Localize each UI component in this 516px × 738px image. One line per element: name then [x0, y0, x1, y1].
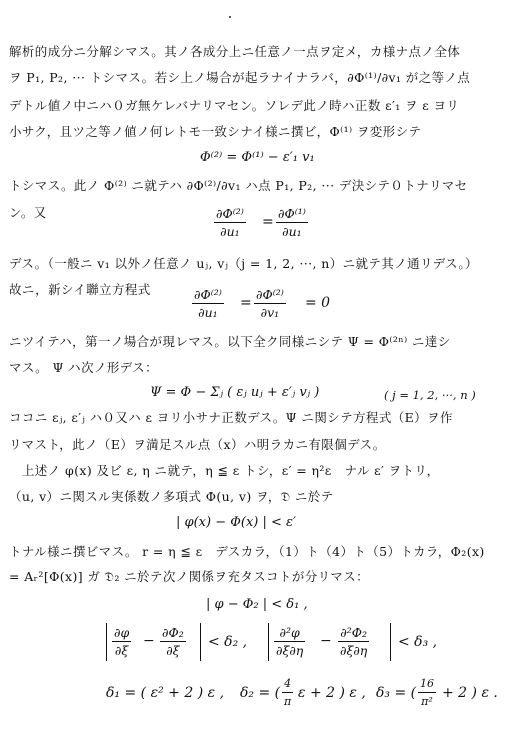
minus-sign: −: [320, 633, 332, 649]
fraction-system-right: [254, 286, 286, 321]
fraction-numerator: ∂Φ⁽¹⁾: [278, 206, 306, 221]
text-line-9: ニツイテハ，第一ノ場合が現レマス。以下全ク同様ニシテ Ψ = Φ⁽²ⁿ⁾ ニ達シ: [9, 334, 451, 349]
minus-sign: −: [143, 633, 155, 649]
text-line-10: マス。 Ψ ハ次ノ形デス：: [9, 360, 158, 375]
fraction-numerator: ∂φ: [114, 625, 130, 640]
equation-psi-definition: Ψ = Φ − Σⱼ ( εⱼ uⱼ + ε′ⱼ vⱼ ): [150, 385, 320, 400]
fraction-dphi-dxi: [112, 624, 131, 659]
abs-bar: [390, 623, 391, 661]
fraction-system-left: [192, 286, 224, 321]
fraction-numerator: 4: [282, 675, 293, 693]
fraction-denominator: ∂ξ: [114, 643, 129, 658]
ink-dot: [229, 16, 231, 18]
text-line-7: デス。（一般ニ v₁ 以外ノ任意ノ uⱼ, vⱼ（j = 1, 2, ···, n）ニ就テ其ノ通リデス。）: [9, 256, 478, 271]
fraction-dphi2-du1: [214, 205, 246, 240]
delta1-definition: δ₁ = ( ε² + 2 ) ε ,: [106, 685, 225, 701]
delta2-definition-end: ε + 2 ) ε ,: [298, 685, 366, 701]
fraction-4-over-pi: [282, 675, 293, 710]
delta3-definition-end: + 2 ) ε .: [442, 685, 498, 701]
text-line-8: 故ニ，新シイ聯立方程式: [9, 282, 151, 297]
abs-bar: [200, 623, 201, 661]
text-line-5: トシマス。此ノ Φ⁽²⁾ ニ就テハ ∂Φ⁽²⁾/∂v₁ ハ点 P₁, P₂, ··· デ決シテ０トナリマセ: [9, 178, 468, 193]
fraction-denominator: ∂ξ: [166, 643, 180, 658]
fraction-numerator: ∂Φ⁽²⁾: [194, 287, 222, 302]
equation-psi-index-range: ( j = 1, 2, ···, n ): [384, 388, 476, 402]
fraction-denominator: ∂ξ∂η: [340, 643, 368, 658]
equals-sign: =: [240, 295, 252, 311]
delta2-definition-start: δ₂ = (: [240, 685, 281, 701]
fraction-numerator: ∂Φ⁽²⁾: [216, 206, 244, 221]
text-line-3: デトル値ノ中ニハ０ガ無ケレバナリマセン。ソレデ此ノ時ハ正数 ε′₁ ヲ ε ヨリ: [9, 98, 460, 113]
text-line-2: ヲ P₁, P₂, ··· トシマス。若シ上ノ場合が起ラナイナラバ，∂Φ⁽¹⁾/∂v₁ が之等ノ点: [9, 70, 471, 85]
fraction-denominator: π²: [421, 695, 433, 708]
fraction-denominator: ∂u₁: [282, 224, 302, 239]
fraction-denominator: ∂u₁: [198, 305, 218, 320]
delta3-definition-start: δ₃ = (: [376, 685, 417, 701]
fraction-denominator: ∂v₁: [260, 305, 280, 320]
fraction-numerator: ∂²Φ₂: [338, 624, 369, 642]
inequality-delta1: | φ − Φ₂ | < δ₁ ,: [206, 597, 308, 612]
fraction-denominator: ∂u₁: [220, 224, 240, 239]
text-line-13: 上述ノ φ(x) 及ビ ε, η ニ就テ，η ≦ ε トシ，ε′ = η²ε ナル ε′ ヲトリ，: [9, 463, 440, 478]
fraction-numerator: ∂Φ₂: [162, 625, 184, 640]
abs-bar: [268, 623, 269, 661]
text-line-1: 解析的成分ニ分解シマス。其ノ各成分上ニ任意ノ一点ヲ定メ，カ様ナ点ノ全体: [9, 44, 461, 59]
text-line-11: ココニ εⱼ, ε′ⱼ ハ０又ハ ε ヨリ小サナ正数デス。Ψ ニ関シテ方程式（E）ヲ作: [9, 410, 453, 425]
text-line-15: トナル様ニ撰ビマス。 r = η ≦ ε デスカラ，（1）ト（4）ト（5）トカラ，Φ₂(x): [9, 544, 485, 559]
fraction-numerator: ∂²φ: [274, 624, 305, 642]
inequality-delta2-tail: < δ₂ ,: [208, 634, 248, 650]
inequality-delta3-tail: < δ₃ ,: [398, 634, 438, 650]
fraction-dphi1-du1: [276, 205, 308, 240]
text-line-12: リマスト，此ノ（E）ヲ満足スル点（x）ハ明ラカニ有限個デス。: [9, 437, 386, 452]
text-line-14: （u, v）ニ関スル実係数ノ多項式 Φ(u, v) ヲ，𝔇 ニ於テ: [9, 489, 334, 504]
equals-sign: =: [262, 214, 274, 230]
text-line-16: = Aᵣ²[Φ(x)] ガ 𝔇₂ ニ於テ次ノ関係ヲ充タスコトが分リマス：: [9, 569, 369, 584]
fraction-dPhi2-dxi: [160, 624, 186, 659]
abs-bar: [106, 623, 107, 661]
fraction-denominator: ∂ξ∂η: [276, 643, 304, 658]
text-line-6: ン。又: [9, 205, 47, 220]
fraction-16-over-pi-squared: [418, 675, 436, 710]
text-line-4: 小サク，且ツ之等ノ値ノ何レトモ一致シナイ様ニ撰ビ，Φ⁽¹⁾ ヲ変形シテ: [9, 124, 422, 139]
fraction-d2phi-dxideta: [274, 624, 305, 659]
fraction-denominator: π: [284, 695, 292, 708]
equation-phi2-definition: Φ⁽²⁾ = Φ⁽¹⁾ − ε′₁ v₁: [200, 150, 315, 165]
fraction-numerator: 16: [418, 675, 436, 693]
equation-tail: = 0: [305, 295, 331, 311]
fraction-d2Phi2-dxideta: [338, 624, 369, 659]
equation-approximation: | φ(x) − Φ(x) | < ε′: [176, 515, 296, 530]
fraction-numerator: ∂Φ⁽²⁾: [256, 287, 284, 302]
